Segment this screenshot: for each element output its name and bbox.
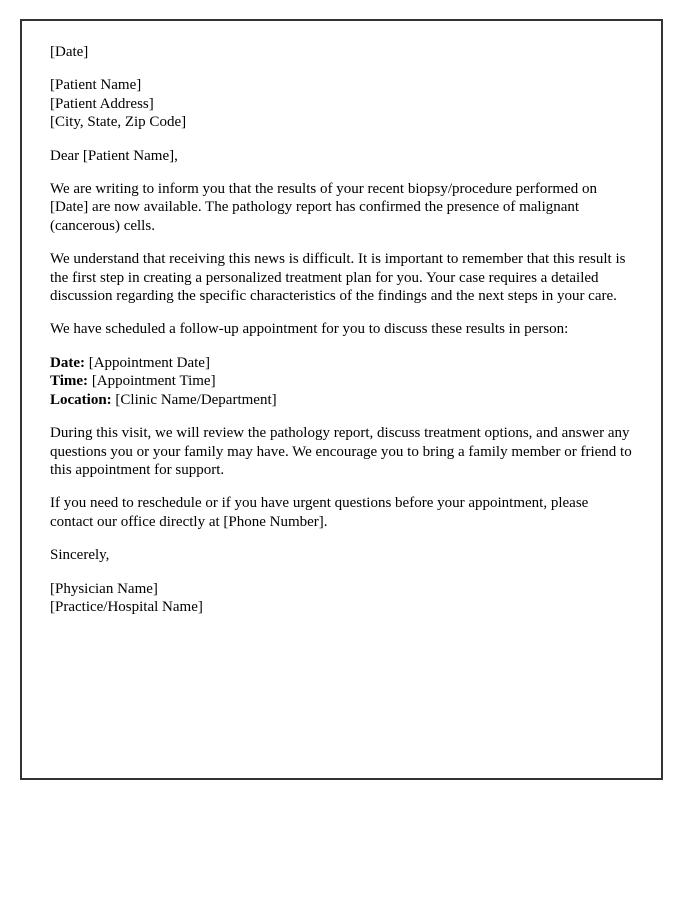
appointment-date-line: [50, 354, 633, 372]
appointment-date-label: Date:: [50, 354, 85, 371]
appointment-details-block: [50, 354, 633, 409]
patient-name-line: [Patient Name]: [50, 77, 142, 94]
paragraph-followup: We have scheduled a follow-up appointment for you to discuss these results in person:: [50, 321, 569, 338]
physician-name-line: [Physician Name]: [50, 580, 158, 597]
paragraph-reschedule: If you need to reschedule or if you have urgent questions before your appointment, please contact our office directly at [Phone Number].: [50, 495, 589, 530]
appointment-location-label: Location:: [50, 391, 112, 408]
appointment-location-value: [Clinic Name/Department]: [115, 391, 277, 408]
letter-body: [50, 43, 633, 616]
paragraph-support: We understand that receiving this news is difficult. It is important to remember that this result is the first step in creating a personalized treatment plan for you. Your case requires a detailed discussion regarding the specific characteristics of the findings and the next steps in your care.: [50, 251, 626, 305]
signature-block: [50, 580, 633, 617]
patient-address-block: [50, 76, 633, 131]
appointment-date-value: [Appointment Date]: [88, 354, 210, 371]
patient-city-state-zip-line: [City, State, Zip Code]: [50, 114, 187, 131]
closing: Sincerely,: [50, 547, 110, 564]
date-line: [Date]: [50, 44, 89, 60]
paragraph-visit: During this visit, we will review the pathology report, discuss treatment options, and answer any questions you or your family may have. We encourage you to bring a family member or friend to this appointment for support.: [50, 425, 632, 478]
appointment-time-label: Time:: [50, 373, 89, 390]
paragraph-results: We are writing to inform you that the results of your recent biopsy/procedure performed on [Date] are now available. The pathology report has confirmed the presence of malignant (cancerous) cells.: [50, 181, 597, 234]
practice-name-line: [Practice/Hospital Name]: [50, 598, 203, 615]
appointment-time-value: [Appointment Time]: [91, 373, 216, 390]
appointment-location-line: [50, 391, 633, 409]
letter-page: [20, 19, 663, 780]
patient-address-line: [Patient Address]: [50, 95, 154, 112]
appointment-time-line: [50, 372, 633, 390]
salutation: Dear [Patient Name],: [50, 147, 178, 164]
